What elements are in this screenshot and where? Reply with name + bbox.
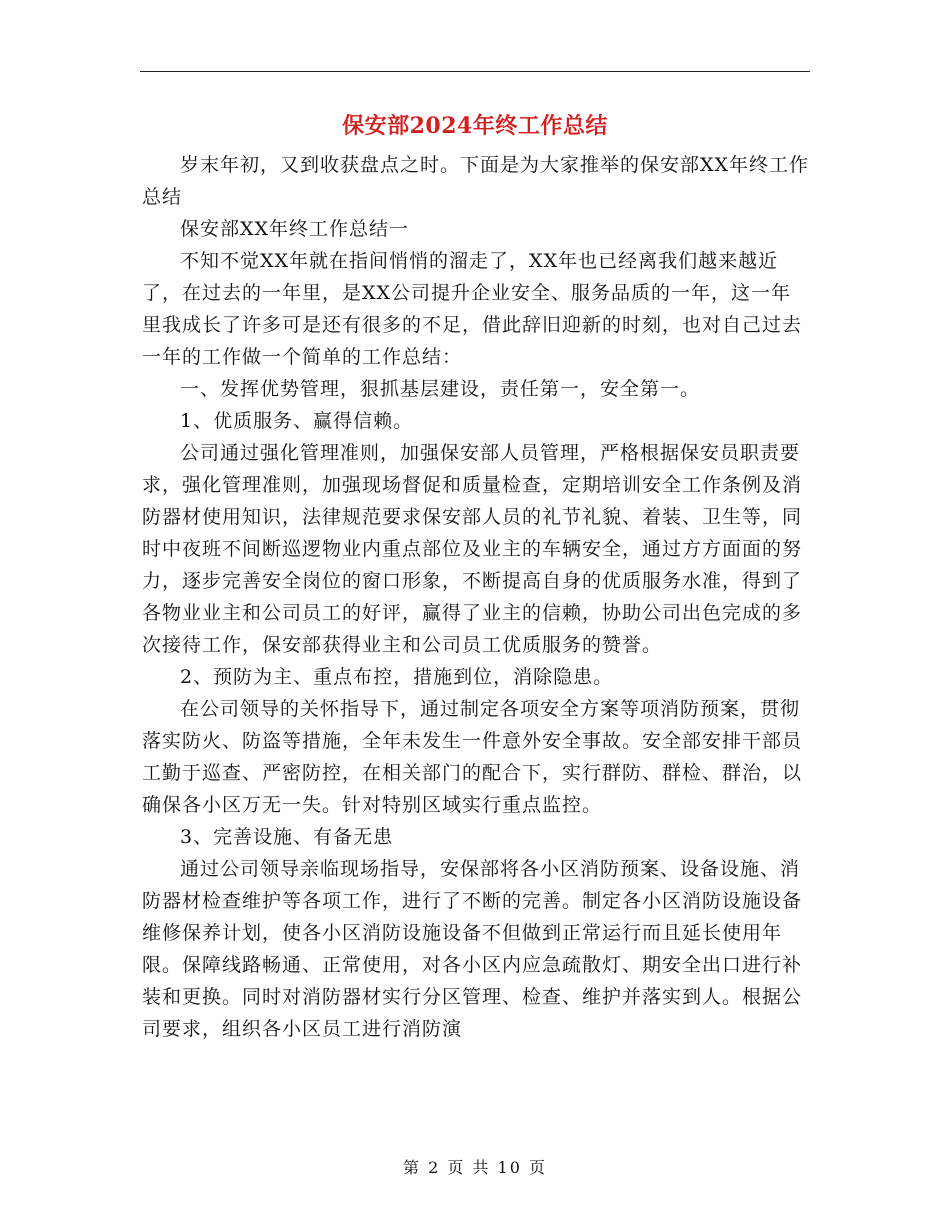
paragraph-subtitle: 保安部XX年终工作总结一	[180, 218, 410, 240]
page-number: 第 2 页 共 10 页	[403, 1158, 547, 1177]
header-rule	[140, 71, 810, 72]
document-body	[142, 149, 810, 1045]
subheading-1: 1、优质服务、赢得信赖。	[180, 410, 414, 432]
section-heading-1: 一、发挥优势管理，狠抓基层建设，责任第一，安全第一。	[180, 378, 701, 400]
paragraph-facilities: 通过公司领导亲临现场指导，安保部将各小区消防预案、设备设施、消防器材检查维护等各项工作，进行了不断的完善。制定各小区消防设施设备维修保养计划，使各小区消防设施设备不但做到正常运行而且延长使用年限。保障线路畅通、正常使用，对各小区内应急疏散灯、期安全出口进行补装和更换。同时对消防器材实行分区管理、检查、维护并落实到人。根据公司要求，组织各小区员工进行消防演	[142, 858, 803, 1040]
subheading-2: 2、预防为主、重点布控，措施到位，消除隐患。	[180, 666, 614, 688]
paragraph-opening: 不知不觉XX年就在指间悄悄的溜走了，XX年也已经离我们越来越近了，在过去的一年里，是XX公司提升企业安全、服务品质的一年，这一年里我成长了许多可是还有很多的不足，借此辞旧迎新的时刻，也对自己过去一年的工作做一个简单的工作总结：	[142, 250, 803, 368]
document-title: 保安部2024年终工作总结	[342, 113, 608, 139]
paragraph-service: 公司通过强化管理准则，加强保安部人员管理，严格根据保安员职责要求，强化管理准则，加强现场督促和质量检查，定期培训安全工作条例及消防器材使用知识，法律规范要求保安部人员的礼节礼貌、着装、卫生等，同时中夜班不间断巡逻物业内重点部位及业主的车辆安全，通过方方面面的努力，逐步完善安全岗位的窗口形象，不断提高自身的优质服务水准，得到了各物业业主和公司员工的好评，赢得了业主的信赖，协助公司出色完成的多次接待工作，保安部获得业主和公司员工优质服务的赞誉。	[142, 442, 803, 656]
subheading-3: 3、完善设施、有备无患	[180, 826, 394, 848]
paragraph-prevention: 在公司领导的关怀指导下，通过制定各项安全方案等项消防预案，贯彻落实防火、防盗等措施，全年未发生一件意外安全事故。安全部安排干部员工勤于巡查、严密防控，在相关部门的配合下，实行群防、群检、群治，以确保各小区万无一失。针对特别区域实行重点监控。	[142, 698, 803, 816]
paragraph-intro: 岁末年初，又到收获盘点之时。下面是为大家推举的保安部XX年终工作总结	[142, 154, 810, 208]
